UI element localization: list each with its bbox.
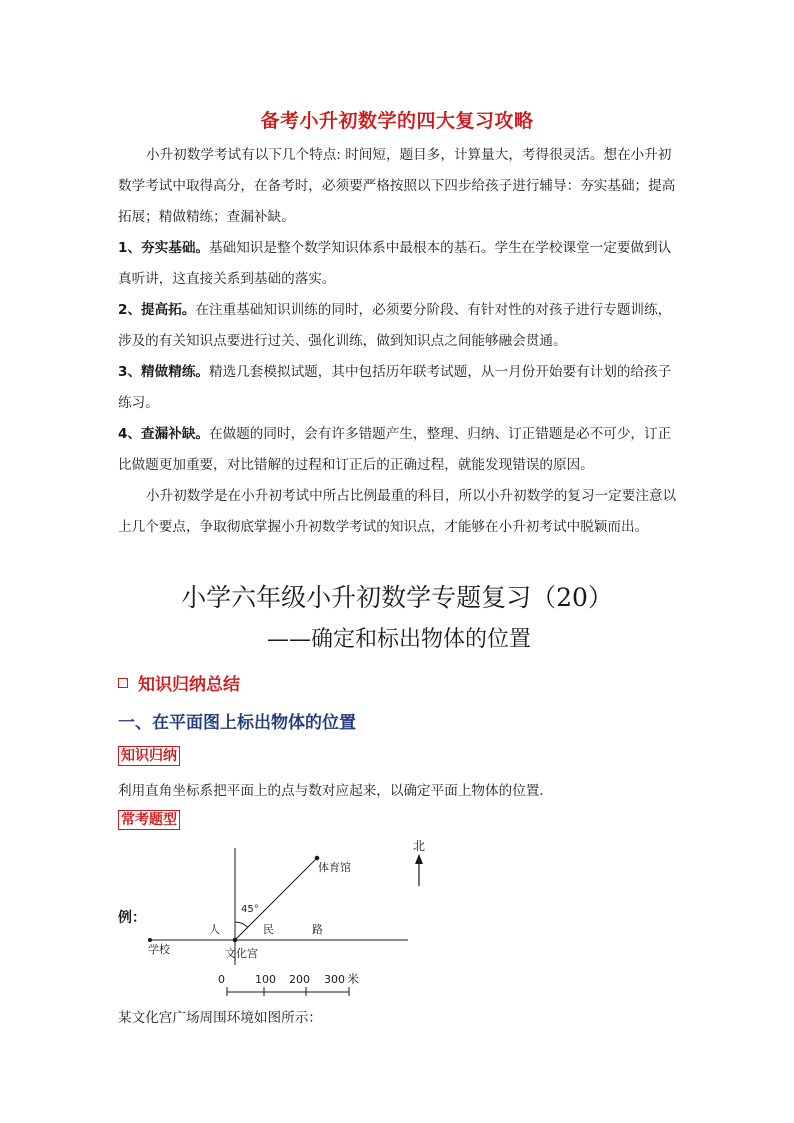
road-label-1: 人 bbox=[209, 923, 220, 936]
square-bullet-icon bbox=[118, 678, 128, 688]
section-1-heading: 一、在平面图上标出物体的位置 bbox=[118, 713, 356, 733]
lesson-title: 小学六年级小升初数学专题复习（20） bbox=[181, 583, 613, 612]
summary-heading-text: 知识归纳总结 bbox=[138, 675, 240, 695]
scale-tick-100: 100 bbox=[255, 973, 276, 986]
question-tag: 常考题型 bbox=[118, 810, 180, 830]
knowledge-tag: 知识归纳 bbox=[118, 746, 180, 766]
school-label: 学校 bbox=[148, 943, 170, 956]
north-label: 北 bbox=[413, 839, 426, 853]
gym-point bbox=[315, 856, 320, 861]
example-label: 例： bbox=[118, 910, 146, 926]
strategy-conclusion: 小升初数学是在小升初考试中所占比例最重的科目，所以小升初数学的复习一定要注意以上几个要点，争取彻底掌握小升初数学考试的知识点，才能够在小升初考试中脱颖而出。 bbox=[118, 488, 677, 535]
diagram-caption: 某文化宫广场周围环境如图所示： bbox=[118, 1010, 322, 1026]
gym-direction-line bbox=[235, 858, 317, 940]
point-1-label: 1、夯实基础。 bbox=[118, 240, 210, 256]
point-2-text: 在注重基础知识训练的同时，必须要分阶段、有针对性的对孩子进行专题训练，涉及的有关知识点要进行过关、强化训练，做到知识点之间能够融会贯通。 bbox=[118, 302, 672, 349]
road-label-3: 路 bbox=[312, 923, 323, 936]
culture-palace-point bbox=[233, 938, 238, 943]
map-diagram bbox=[140, 830, 440, 1010]
summary-heading bbox=[118, 670, 240, 695]
scale-tick-300: 300 bbox=[324, 973, 345, 986]
point-4-text: 在做题的同时，会有许多错题产生，整理、归纳、订正错题是必不可少，订正比做题更加重要，对比错解的过程和订正后的正确过程，就能发现错误的原因。 bbox=[118, 426, 672, 473]
strategy-point-2 bbox=[118, 295, 678, 357]
strategy-title: 备考小升初数学的四大复习攻略 bbox=[260, 110, 534, 132]
scale-unit: 米 bbox=[347, 972, 360, 986]
school-point bbox=[148, 938, 152, 942]
road-label-2: 民 bbox=[263, 923, 274, 936]
culture-palace-label: 文化宫 bbox=[225, 947, 258, 960]
angle-arc bbox=[235, 922, 248, 927]
point-3-label: 3、精做精练。 bbox=[118, 364, 210, 380]
point-1-text: 基础知识是整个数学知识体系中最根本的基石。学生在学校课堂一定要做到认真听讲，这直接关系到基础的落实。 bbox=[118, 240, 672, 287]
strategy-intro: 小升初数学考试有以下几个特点: 时间短，题目多，计算量大，考得很灵活。想在小升初数学考试中取得高分，在备考时，必须要严格按照以下四步给孩子进行辅导：夯实基础；提高拓展；精做精练；查漏补缺。 bbox=[118, 147, 676, 225]
scale-tick-200: 200 bbox=[289, 973, 310, 986]
gym-label: 体育馆 bbox=[318, 861, 351, 874]
strategy-point-3 bbox=[118, 357, 678, 419]
point-2-label: 2、提高拓。 bbox=[118, 302, 196, 318]
knowledge-text: 利用直角坐标系把平面上的点与数对应起来，以确定平面上物体的位置． bbox=[118, 783, 553, 799]
strategy-point-1 bbox=[118, 233, 678, 295]
lesson-subtitle: ——确定和标出物体的位置 bbox=[266, 627, 531, 652]
scale-bar bbox=[227, 987, 349, 996]
point-3-text: 精选几套模拟试题，其中包括历年联考试题，从一月份开始要有计划的给孩子练习。 bbox=[118, 364, 672, 411]
strategy-point-4 bbox=[118, 419, 678, 481]
scale-tick-0: 0 bbox=[218, 973, 225, 986]
angle-label: 45° bbox=[241, 904, 259, 915]
north-arrowhead-icon bbox=[415, 854, 423, 864]
point-4-label: 4、查漏补缺。 bbox=[118, 426, 210, 442]
